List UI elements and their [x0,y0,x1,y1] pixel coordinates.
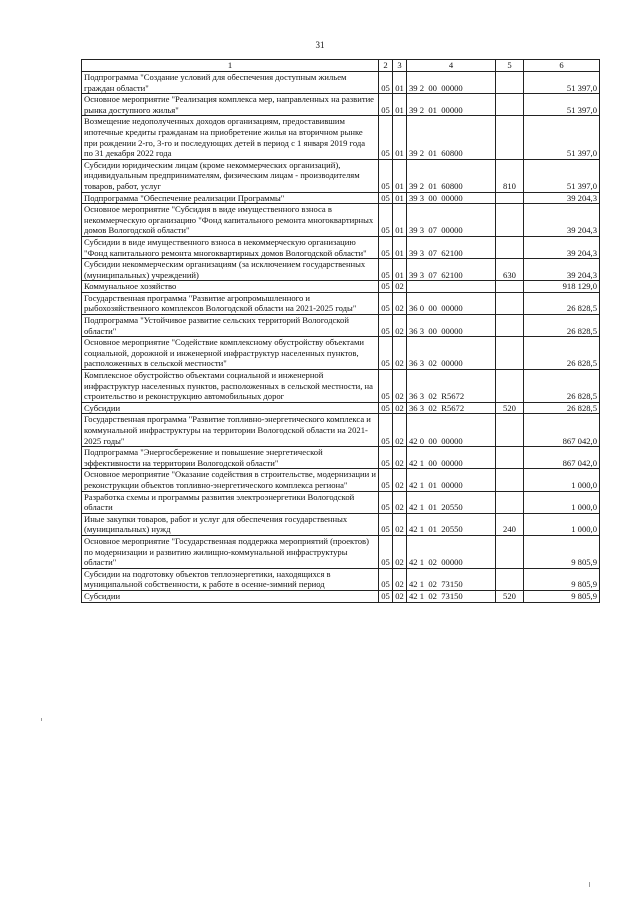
row-amount: 9 805,9 [524,590,600,602]
row-name: Субсидии некоммерческим организациям (за исключением государственных (муниципальных) учреждений) [82,259,379,281]
row-expense-type [496,116,524,159]
row-target-article: 39 2 01 00000 [407,94,496,116]
row-amount: 867 042,0 [524,414,600,447]
row-target-article [407,281,496,293]
row-section-code: 05 [379,535,393,568]
row-section-code: 05 [379,72,393,94]
row-section-code: 05 [379,259,393,281]
row-section-code: 05 [379,513,393,535]
row-target-article: 39 2 00 00000 [407,72,496,94]
row-section-code: 05 [379,414,393,447]
table-row [82,94,600,116]
row-amount: 51 397,0 [524,116,600,159]
row-amount: 26 828,5 [524,337,600,370]
row-name: Основное мероприятие "Государственная поддержка мероприятий (проектов) по модернизации и развитию жилищно-коммунальной инфраструктуры области" [82,535,379,568]
table-row [82,72,600,94]
scan-mark-left [41,718,42,721]
page-number: 31 [315,40,325,50]
table-row [82,236,600,258]
table-row [82,491,600,513]
row-expense-type [496,72,524,94]
row-target-article: 42 1 02 73150 [407,568,496,590]
row-subsection-code: 01 [393,116,407,159]
row-subsection-code: 01 [393,236,407,258]
row-section-code: 05 [379,204,393,237]
row-name: Подпрограмма "Устойчивое развитие сельских территорий Вологодской области" [82,315,379,337]
row-expense-type [496,337,524,370]
row-expense-type [496,236,524,258]
row-name: Субсидии на подготовку объектов теплоэнергетики, находящихся в муниципальной собственности, к работе в осенне-зимний период [82,568,379,590]
row-target-article: 36 3 00 00000 [407,315,496,337]
row-target-article: 36 3 02 R5672 [407,402,496,414]
row-subsection-code: 01 [393,94,407,116]
table-row [82,513,600,535]
row-name: Субсидии [82,402,379,414]
row-amount: 39 204,3 [524,236,600,258]
row-target-article: 39 2 01 60800 [407,116,496,159]
row-name: Подпрограмма "Энергосбережение и повышение энергетической эффективности на территории Вологодской области" [82,447,379,469]
row-amount: 9 805,9 [524,535,600,568]
row-target-article: 39 3 07 62100 [407,259,496,281]
row-section-code: 05 [379,281,393,293]
table-row [82,447,600,469]
row-amount: 39 204,3 [524,192,600,204]
table-row [82,414,600,447]
row-target-article: 42 1 01 00000 [407,469,496,491]
row-subsection-code: 01 [393,159,407,192]
header-col-5: 5 [496,60,524,72]
row-name: Комплексное обустройство объектами социальной и инженерной инфраструктур населенных пунктов, расположенных в сельской местности, на строительство и реконструкцию автомобильных дорог [82,370,379,403]
table-row [82,402,600,414]
row-target-article: 42 1 01 20550 [407,513,496,535]
row-amount: 39 204,3 [524,259,600,281]
row-expense-type [496,292,524,314]
row-name: Коммунальное хозяйство [82,281,379,293]
table-row [82,370,600,403]
row-target-article: 39 3 07 00000 [407,204,496,237]
row-expense-type: 520 [496,590,524,602]
row-target-article: 42 1 02 73150 [407,590,496,602]
table-row [82,315,600,337]
header-col-6: 6 [524,60,600,72]
row-section-code: 05 [379,568,393,590]
row-subsection-code: 02 [393,281,407,293]
table-row [82,469,600,491]
row-amount: 51 397,0 [524,72,600,94]
table-row [82,204,600,237]
table-row [82,192,600,204]
row-amount: 867 042,0 [524,447,600,469]
header-col-3: 3 [393,60,407,72]
row-section-code: 05 [379,337,393,370]
table-header [82,60,600,72]
row-section-code: 05 [379,236,393,258]
table-row [82,159,600,192]
row-amount: 9 805,9 [524,568,600,590]
row-section-code: 05 [379,192,393,204]
row-name: Основное мероприятие "Субсидия в виде имущественного взноса в некоммерческую организацию "Фонд капитального ремонта многоквартирных домов Вологодской области" [82,204,379,237]
row-expense-type [496,535,524,568]
row-name: Подпрограмма "Обеспечение реализации Программы" [82,192,379,204]
row-section-code: 05 [379,159,393,192]
row-expense-type [496,192,524,204]
row-expense-type [496,447,524,469]
row-expense-type: 810 [496,159,524,192]
row-section-code: 05 [379,116,393,159]
row-section-code: 05 [379,370,393,403]
row-amount: 26 828,5 [524,315,600,337]
row-target-article: 42 1 02 00000 [407,535,496,568]
row-expense-type [496,414,524,447]
row-section-code: 05 [379,447,393,469]
row-subsection-code: 02 [393,315,407,337]
row-target-article: 36 0 00 00000 [407,292,496,314]
row-name: Подпрограмма "Создание условий для обеспечения доступным жильем граждан области" [82,72,379,94]
budget-table [81,59,600,603]
row-name: Возмещение недополученных доходов организациям, предоставившим ипотечные кредиты гражданам на приобретение жилья на вторичном рынке при рождении 2-го, 3-го и последующих детей в период с 1 января 2019 года по 31 декабря 2022 года [82,116,379,159]
table-body [82,72,600,603]
table-row [82,116,600,159]
row-amount: 51 397,0 [524,159,600,192]
row-subsection-code: 02 [393,469,407,491]
row-subsection-code: 02 [393,447,407,469]
row-section-code: 05 [379,402,393,414]
row-subsection-code: 01 [393,204,407,237]
row-subsection-code: 02 [393,491,407,513]
row-target-article: 42 1 01 20550 [407,491,496,513]
row-subsection-code: 02 [393,370,407,403]
row-expense-type [496,204,524,237]
row-subsection-code: 02 [393,513,407,535]
row-target-article: 42 0 00 00000 [407,414,496,447]
row-section-code: 05 [379,315,393,337]
row-name: Государственная программа "Развитие топливно-энергетического комплекса и коммунальной инфраструктуры на территории Вологодской области на 2021-2025 годы" [82,414,379,447]
row-amount: 1 000,0 [524,491,600,513]
header-col-2: 2 [379,60,393,72]
row-amount: 1 000,0 [524,513,600,535]
table-row [82,292,600,314]
row-expense-type [496,281,524,293]
table-row [82,535,600,568]
row-expense-type: 240 [496,513,524,535]
table-row [82,281,600,293]
row-name: Основное мероприятие "Реализация комплекса мер, направленных на развитие рынка доступного жилья" [82,94,379,116]
row-expense-type [496,491,524,513]
table-row [82,259,600,281]
row-expense-type [496,469,524,491]
row-subsection-code: 01 [393,72,407,94]
row-name: Разработка схемы и программы развития электроэнергетики Вологодской области [82,491,379,513]
row-amount: 26 828,5 [524,370,600,403]
row-expense-type: 520 [496,402,524,414]
row-subsection-code: 02 [393,535,407,568]
row-amount: 39 204,3 [524,204,600,237]
row-subsection-code: 02 [393,590,407,602]
row-name: Субсидии [82,590,379,602]
row-target-article: 36 3 02 R5672 [407,370,496,403]
row-section-code: 05 [379,469,393,491]
row-target-article: 39 3 00 00000 [407,192,496,204]
row-amount: 51 397,0 [524,94,600,116]
row-name: Государственная программа "Развитие агропромышленного и рыбохозяйственного комплексов Вологодской области на 2021-2025 годы" [82,292,379,314]
row-subsection-code: 02 [393,402,407,414]
header-row [82,60,600,72]
row-section-code: 05 [379,491,393,513]
row-name: Основное мероприятие "Содействие комплексному обустройству объектами социальной, дорожной и инженерной инфраструктур населенных пунктов, расположенных в сельской местности" [82,337,379,370]
row-expense-type [496,94,524,116]
row-name: Иные закупки товаров, работ и услуг для обеспечения государственных (муниципальных) нужд [82,513,379,535]
row-expense-type [496,315,524,337]
table-row [82,337,600,370]
row-target-article: 39 3 07 62100 [407,236,496,258]
row-section-code: 05 [379,590,393,602]
table-row [82,568,600,590]
scan-mark-right [589,882,590,887]
row-amount: 26 828,5 [524,402,600,414]
table-row [82,590,600,602]
row-amount: 918 129,0 [524,281,600,293]
row-amount: 1 000,0 [524,469,600,491]
row-amount: 26 828,5 [524,292,600,314]
row-target-article: 42 1 00 00000 [407,447,496,469]
row-section-code: 05 [379,94,393,116]
row-subsection-code: 02 [393,337,407,370]
header-col-1: 1 [82,60,379,72]
row-subsection-code: 02 [393,292,407,314]
header-col-4: 4 [407,60,496,72]
row-subsection-code: 01 [393,192,407,204]
row-section-code: 05 [379,292,393,314]
row-expense-type [496,568,524,590]
row-subsection-code: 01 [393,259,407,281]
row-target-article: 36 3 02 00000 [407,337,496,370]
row-subsection-code: 02 [393,414,407,447]
row-expense-type [496,370,524,403]
row-subsection-code: 02 [393,568,407,590]
row-name: Субсидии юридическим лицам (кроме некоммерческих организаций), индивидуальным предпринимателям, физическим лицам - производителям товаров, работ, услуг [82,159,379,192]
row-expense-type: 630 [496,259,524,281]
row-name: Субсидии в виде имущественного взноса в некоммерческую организацию "Фонд капитального ремонта многоквартирных домов Вологодской области" [82,236,379,258]
row-name: Основное мероприятие "Оказание содействия в строительстве, модернизации и реконструкции объектов топливно-энергетического комплекса региона" [82,469,379,491]
row-target-article: 39 2 01 60800 [407,159,496,192]
